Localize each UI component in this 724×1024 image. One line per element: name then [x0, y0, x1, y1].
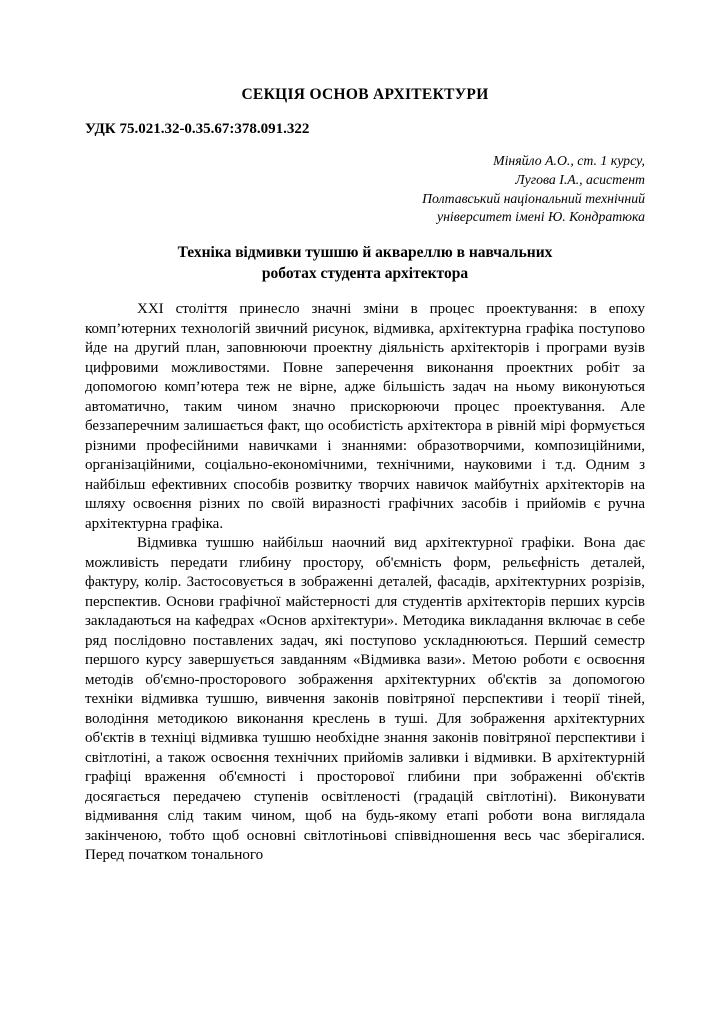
paper-title — [85, 243, 645, 284]
udc-line: УДК 75.021.32-0.35.67:378.091.322 — [85, 121, 310, 137]
paragraph: ХХІ століття принесло значні зміни в процес проектування: в епоху комп’ютерних технологій звичний рисунок, відмивка, архітектурна графіка поступово йде на другий план, заповнюючи проектну діяльність архітекторів і програми вузів цифровими можливостями. Повне заперечення виконання проектних робіт за допомогою комп’ютера теж не вірне, адже більшість задач на ньому виконуються автоматично, таким чином значно прискорюючи процес проектування. Але беззаперечним залишається факт, що особистість архітектора в рівній мірі формується різними професійними навичками і знаннями: образотворчими, композиційними, організаційними, соціально-економічними, технічними, науковими і т.д. Одним з найбільш ефективних способів розвитку творчих навичок майбутніх архітекторів на шляху освоєння різних по своїй виразності графічних засобів і прийомів є ручна архітектурна графіка. — [85, 301, 645, 532]
author-line: Лугова І.А., асистент — [515, 171, 645, 187]
affiliation-line: Полтавський національний технічний — [422, 190, 645, 206]
paper-title-line: роботах студента архітектора — [261, 264, 469, 282]
section-heading: СЕКЦІЯ ОСНОВ АРХІТЕКТУРИ — [241, 86, 489, 103]
affiliation-line: університет імені Ю. Кондратюка — [436, 209, 645, 225]
body-text — [85, 300, 645, 866]
paragraph: Відмивка тушшю найбільш наочний вид архітектурної графіки. Вона дає можливість передати глибину простору, об'ємність форм, рельєфність деталей, фактуру, колір. Застосовується в зображенні деталей, фасадів, архітектурних розрізів, перспектив. Основи графічної майстерності для студентів архітекторів перших курсів закладаються на кафедрах «Основ архітектури». Методика викладання включає в себе ряд послідовно поставлених задач, які поступово ускладнюються. Перший семестр першого курсу завершується завданням «Відмивка вази». Метою роботи є освоєння методів об'ємно-просторового зображення архітектурних об'єктів за допомогою техніки відмивка тушшю, вивчення законів повітряної перспективи і теорії тіней, володіння методикою виконання креслень в туші. Для зображення архітектурних об'єктів в техніці відмивка тушшю необхідне знання законів повітряної перспективи і світлотіні, а також освоєння технічних прийомів заливки і відмивки. В архітектурній графіці враження об'ємності і просторової глибини при зображенні об'єктів досягається передачею ступенів освітленості (градацій світлотіні). Виконувати відмивання слід таким чином, щоб на будь-якому етапі роботи вона виглядала закінченою, тобто щоб основні світлотіньові співвідношення весь час зберігалися. Перед початком тонального — [85, 535, 645, 864]
author-block — [85, 152, 645, 227]
author-line: Міняйло А.О., ст. 1 курсу, — [493, 153, 645, 168]
paper-title-line: Техніка відмивки тушшю й аквареллю в навчальних — [177, 244, 553, 262]
